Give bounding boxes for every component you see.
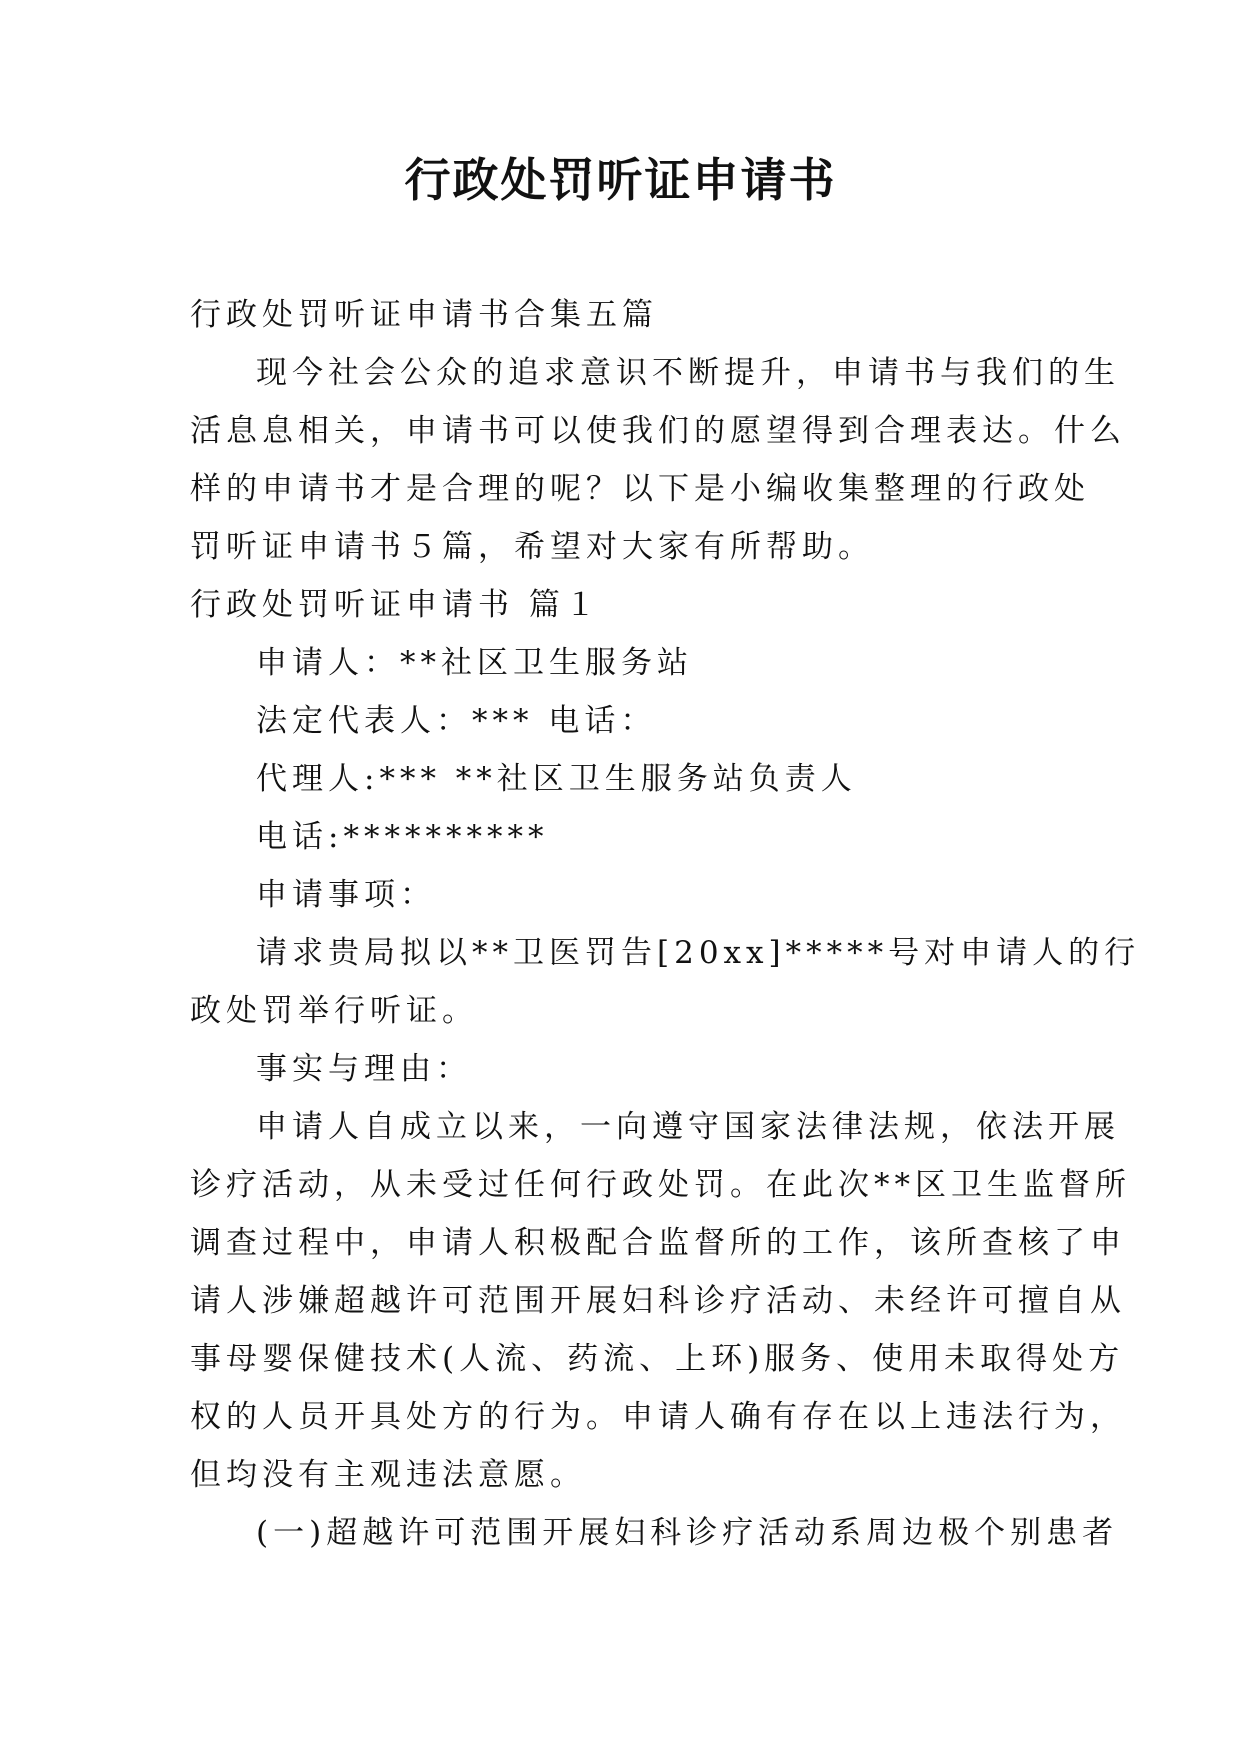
facts-paragraph-line: 但均没有主观违法意愿。 bbox=[190, 1457, 586, 1493]
facts-paragraph-line: 事母婴保健技术(人流、药流、上环)服务、使用未取得处方 bbox=[190, 1341, 1125, 1377]
item-one-line: (一)超越许可范围开展妇科诊疗活动系周边极个别患者 bbox=[256, 1515, 1119, 1551]
agent-line: 代理人:*** **社区卫生服务站负责人 bbox=[256, 761, 857, 797]
intro-paragraph-line: 罚听证申请书５篇，希望对大家有所帮助。 bbox=[190, 529, 874, 565]
subtitle-line: 行政处罚听证申请书合集五篇 bbox=[190, 297, 658, 333]
request-line: 请求贵局拟以**卫医罚告[20xx]*****号对申请人的行 bbox=[256, 935, 1141, 971]
section-heading: 行政处罚听证申请书 篇１ bbox=[190, 587, 601, 623]
document-body bbox=[190, 286, 1141, 1562]
intro-paragraph-line: 样的申请书才是合理的呢？以下是小编收集整理的行政处 bbox=[190, 471, 1090, 507]
intro-paragraph-line: 活息息相关，申请书可以使我们的愿望得到合理表达。什么 bbox=[190, 413, 1126, 449]
facts-paragraph-line: 诊疗活动，从未受过任何行政处罚。在此次**区卫生监督所 bbox=[190, 1167, 1131, 1203]
facts-paragraph-line: 调查过程中，申请人积极配合监督所的工作，该所查核了申 bbox=[190, 1225, 1126, 1261]
applicant-line: 申请人：**社区卫生服务站 bbox=[256, 645, 693, 681]
facts-paragraph-line: 申请人自成立以来，一向遵守国家法律法规，依法开展 bbox=[256, 1109, 1120, 1145]
facts-heading: 事实与理由： bbox=[256, 1051, 472, 1087]
facts-paragraph-line: 请人涉嫌超越许可范围开展妇科诊疗活动、未经许可擅自从 bbox=[190, 1283, 1126, 1319]
document-title: 行政处罚听证申请书 bbox=[404, 153, 837, 207]
intro-paragraph-line: 现今社会公众的追求意识不断提升，申请书与我们的生 bbox=[256, 355, 1120, 391]
phone-line: 电话:********** bbox=[256, 819, 549, 855]
legal-representative-line: 法定代表人：*** 电话： bbox=[256, 703, 657, 739]
facts-paragraph-line: 权的人员开具处方的行为。申请人确有存在以上违法行为， bbox=[190, 1399, 1126, 1435]
request-heading: 申请事项： bbox=[256, 877, 436, 913]
request-line: 政处罚举行听证。 bbox=[190, 993, 478, 1029]
